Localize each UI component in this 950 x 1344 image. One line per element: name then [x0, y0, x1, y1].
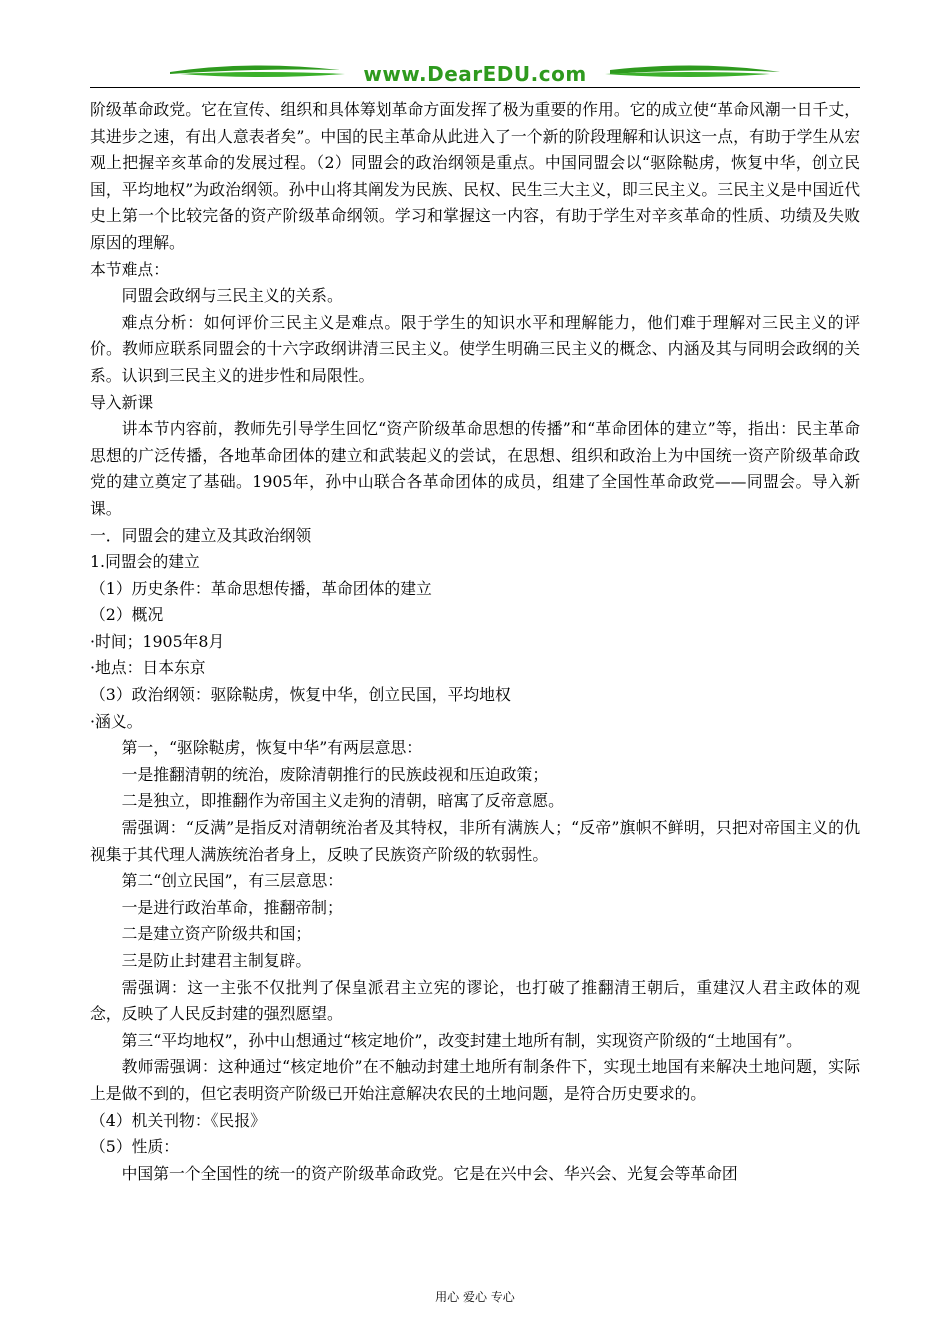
section-heading: 导入新课 [90, 392, 154, 412]
bullet-item: ·涵义。 [90, 711, 143, 731]
site-logo-text: www.DearEDU.com [363, 62, 587, 86]
subsection-heading: 1.同盟会的建立 [90, 552, 200, 572]
bullet-item: ·地点：日本东京 [90, 658, 206, 678]
paragraph: 需强调：“反满”是指反对清朝统治者及其特权，非所有满族人；“反帝”旗帜不鲜明，只把对帝国主义的仇视集于其代理人满族统治者身上，反映了民族资产阶级的软弱性。 [90, 818, 860, 864]
paragraph: 第三“平均地权”，孙中山想通过“核定地价”，改变封建土地所有制，实现资产阶级的“土地国有”。 [121, 1030, 802, 1050]
page-footer: 用心 爱心 专心 [435, 1290, 515, 1304]
site-header-banner [90, 58, 860, 88]
paragraph: 阶级革命政党。它在宣传、组织和具体筹划革命方面发挥了极为重要的作用。它的成立使“革命风潮一日千丈，其进步之速，有出人意表者矣”。中国的民主革命从此进入了一个新的阶段理解和认识这一点，有助于学生从宏观上把握辛亥革命的发展过程。（2）同盟会的政治纲领是重点。中国同盟会以“驱除鞑虏，恢复中华，创立民国，平均地权”为政治纲领。孙中山将其阐发为民族、民权、民生三大主义，即三民主义。三民主义是中国近代史上第一个比较完备的资产阶级革命纲领。学习和掌握这一内容，有助于学生对辛亥革命的性质、功绩及失败原因的理解。 [90, 100, 860, 252]
paragraph: 第一，“驱除鞑虏，恢复中华”有两层意思： [121, 738, 423, 758]
paragraph: 中国第一个全国性的统一的资产阶级革命政党。它是在兴中会、华兴会、光复会等革命团 [121, 1163, 738, 1183]
section-heading: 本节难点： [90, 259, 169, 279]
paragraph: 二是独立，即推翻作为帝国主义走狗的清朝，暗寓了反帝意愿。 [121, 791, 564, 811]
paragraph: 教师需强调：这种通过“核定地价”在不触动封建土地所有制条件下，实现土地国有来解决土地问题，实际上是做不到的，但它表明资产阶级已开始注意解决农民的土地问题，是符合历史要求的。 [90, 1057, 860, 1103]
paragraph: 一是推翻清朝的统治，废除清朝推行的民族歧视和压迫政策； [121, 764, 549, 784]
header-divider [90, 87, 860, 88]
list-item: （2）概况 [90, 605, 164, 625]
paragraph: 二是建立资产阶级共和国； [121, 924, 312, 944]
paragraph: 同盟会政纲与三民主义的关系。 [121, 286, 343, 306]
list-item: （1）历史条件：革命思想传播，革命团体的建立 [90, 578, 432, 598]
list-item: （4）机关刊物：《民报》 [90, 1110, 266, 1130]
list-item: （3）政治纲领：驱除鞑虏，恢复中华，创立民国，平均地权 [90, 685, 511, 705]
bullet-item: ·时间；1905年8月 [90, 631, 225, 651]
paragraph: 一是进行政治革命，推翻帝制； [121, 897, 343, 917]
paragraph: 三是防止封建君主制复辟。 [121, 951, 312, 970]
paragraph: 第二“创立民国”，有三层意思： [121, 871, 344, 891]
list-item: （5）性质： [90, 1137, 180, 1157]
document-body [90, 97, 860, 1187]
section-heading: 一．同盟会的建立及其政治纲领 [90, 525, 312, 545]
paragraph: 需强调：这一主张不仅批判了保皇派君主立宪的谬论，也打破了推翻清王朝后，重建汉人君主政体的观念，反映了人民反封建的强烈愿望。 [90, 977, 860, 1024]
paragraph: 讲本节内容前，教师先引导学生回忆“资产阶级革命思想的传播”和“革命团体的建立”等，指出：民主革命思想的广泛传播，各地革命团体的建立和武装起义的尝试，在思想、组织和政治上为中国统一资产阶级革命政党的建立奠定了基础。1905年，孙中山联合各革命团体的成员，组建了全国性革命政党——同盟会。导入新课。 [90, 419, 860, 518]
paragraph: 难点分析：如何评价三民主义是难点。限于学生的知识水平和理解能力，他们难于理解对三民主义的评价。教师应联系同盟会的十六字政纲讲清三民主义。使学生明确三民主义的概念、内涵及其与同明会政纲的关系。认识到三民主义的进步性和局限性。 [90, 312, 860, 385]
